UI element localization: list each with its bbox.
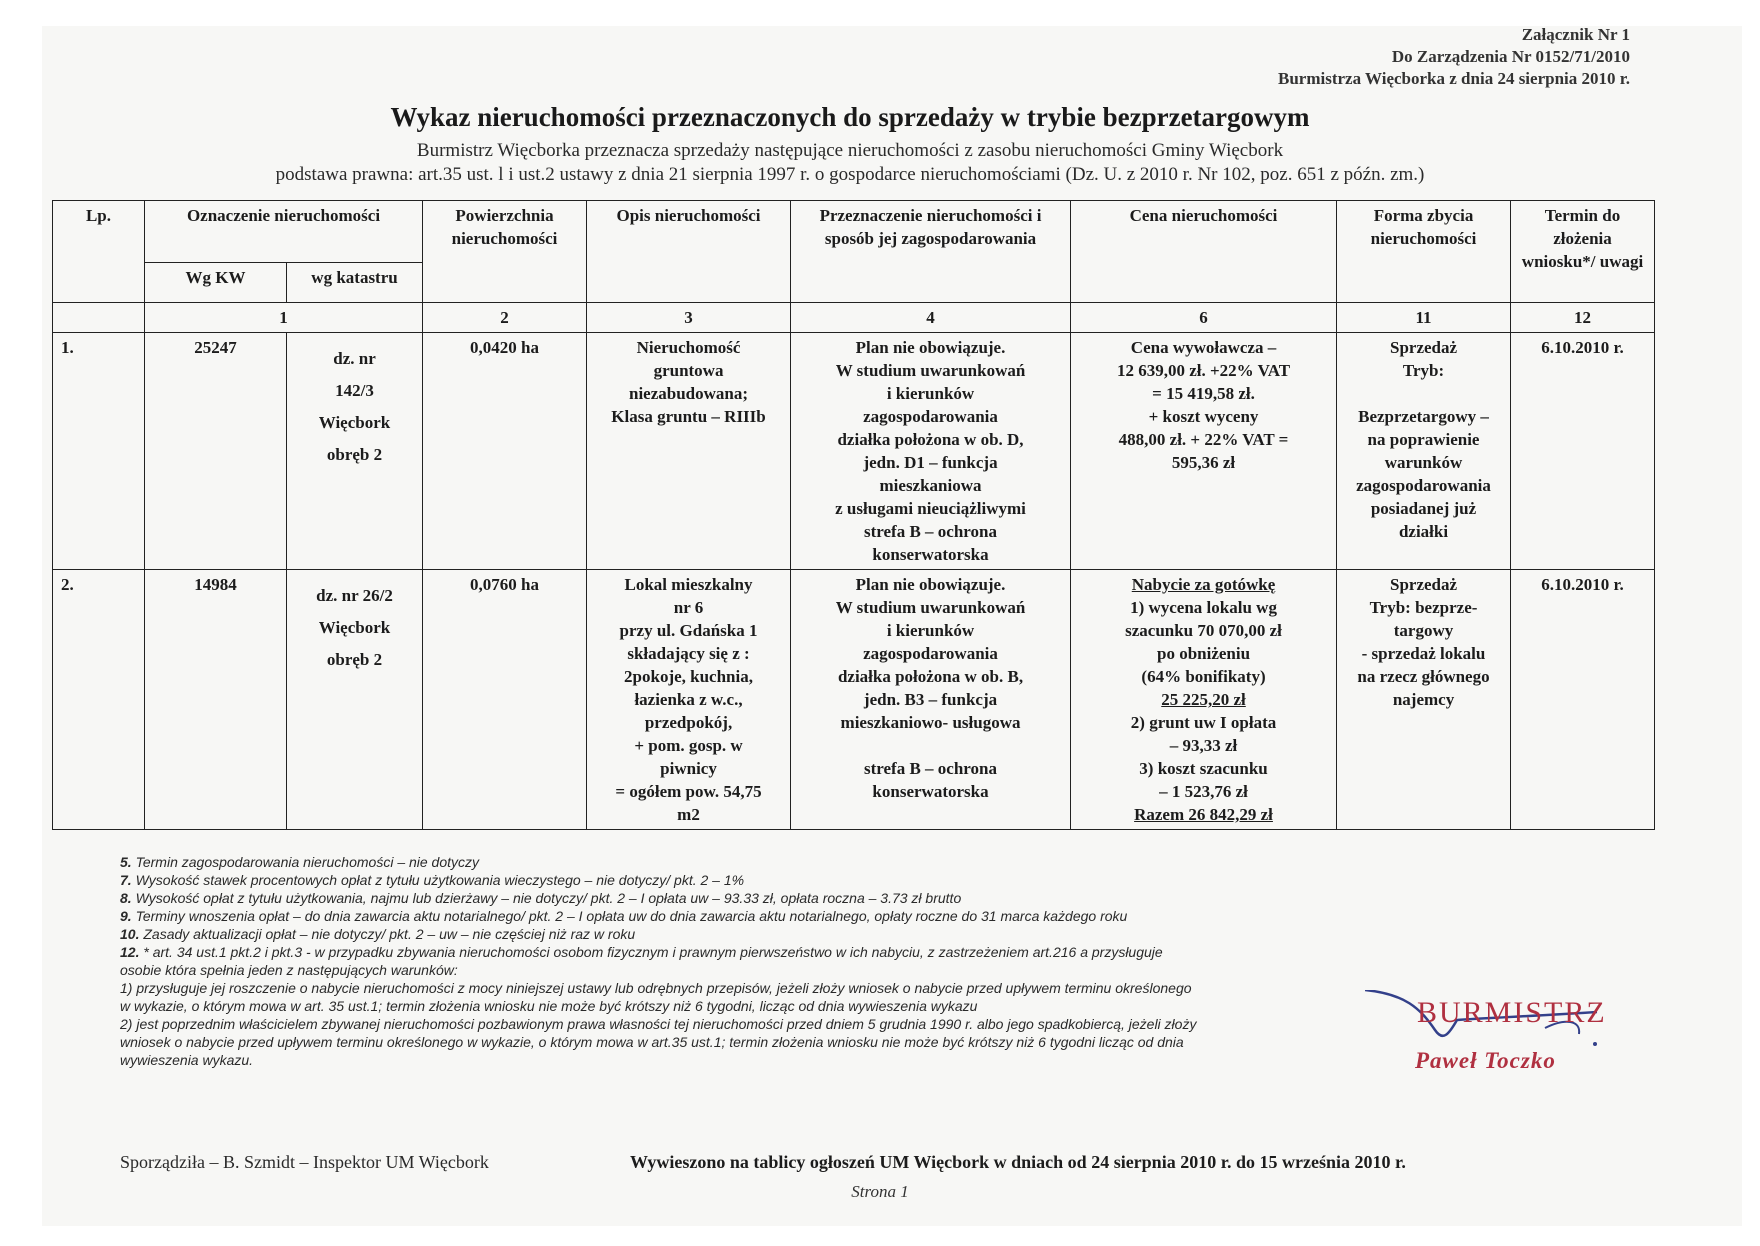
price-line: 1) wycena lokalu wg [1130,598,1277,617]
description-line: niezabudowana; [629,384,749,403]
legal-basis: podstawa prawna: art.35 ust. l i ust.2 ustawy z dnia 21 sierpnia 1997 r. o gospodarce nieruchomościami (Dz. U. z 2010 r. Nr 102, poz. 651 z późn. zm.) [275,164,1425,185]
document-subtitle: Burmistrz Więcborka przeznacza sprzedaży następujące nieruchomości z zasobu nieruchomości Gminy Więcbork [416,140,1284,161]
footnote [120,925,1400,943]
description-line: przedpokój, [644,713,733,732]
footnote-number: 10. [120,926,140,942]
row-kw: 14984 [145,570,287,830]
row-purpose [791,333,1071,570]
mayor-stamp [1365,990,1605,1100]
description-line: = ogółem pow. 54,75 [615,782,762,801]
table-row [53,333,1655,570]
footnote [120,979,1200,1015]
description-line: składający się z : [627,644,750,663]
purpose-line: i kierunków [886,384,975,403]
column-number-row [53,303,1655,333]
purpose-line: z usługami nieuciążliwymi [835,499,1026,518]
purpose-line: jedn. B3 – funkcja [863,690,998,709]
row-area: 0,0420 ha [423,333,587,570]
footnote [120,889,1400,907]
description-line: 2pokoje, kuchnia, [624,667,753,686]
price-line: Nabycie za gotówkę [1131,575,1276,594]
purpose-line: mieszkaniowa [879,476,982,495]
attachment-line-1: Załącznik Nr 1 [1521,25,1630,44]
form-line: na rzecz głównego [1357,667,1490,686]
description-line: m2 [677,805,700,824]
purpose-line: działka położona w ob. D, [837,430,1024,449]
price-line: szacunku 70 070,00 zł [1125,621,1282,640]
form-line: najemcy [1392,690,1455,709]
price-line: – 1 523,76 zł [1159,782,1248,801]
plot-line: Więcbork [318,413,391,432]
footnote-text: Terminy wnoszenia opłat – do dnia zawarcia aktu notarialnego/ pkt. 2 – I opłata uw do dnia zawarcia aktu notarialnego, opłaty roczne do 31 marca każdego roku [135,908,1128,924]
footnote-text: 2) jest poprzednim właścicielem zbywanej nieruchomości pozbawionym prawa własności tej nieruchomości przed dniem 5 grudnia 1990 r. albo jego spadkobiercą, jeżeli złoży wniosek o nabycie przed upływem terminu określonego w wykazie, o którym mowa w art.35 ust.1; termin złożenia wniosku nie może być krótszy niż 6 tygodni licząc od dnia wywieszenia wykazu. [120,1016,1197,1068]
plot-line: obręb 2 [326,650,383,669]
form-line [1341,382,1506,405]
attachment-line-3: Burmistrza Więcborka z dnia 24 sierpnia 2010 r. [1278,69,1630,88]
purpose-line [795,734,1066,757]
row-area: 0,0760 ha [423,570,587,830]
col-num: 12 [1511,303,1655,333]
header-purpose: Przeznaczenie nieruchomości i sposób jej zagospodarowania [791,201,1071,303]
col-num: 1 [145,303,423,333]
form-line: warunków [1384,453,1463,472]
form-line: działki [1398,522,1449,541]
stamp-name: Paweł Toczko [1415,1048,1556,1073]
price-line: po obniżeniu [1156,644,1251,663]
row-form [1337,570,1511,830]
footnote-number: 7. [120,872,132,888]
price-line: – 93,33 zł [1169,736,1238,755]
price-line: 488,00 zł. + 22% VAT = [1118,430,1289,449]
plot-line: Więcbork [318,618,391,637]
description-line: przy ul. Gdańska 1 [619,621,758,640]
footnote-text: 1) przysługuje jej roszczenie o nabycie nieruchomości z mocy niniejszej ustawy lub odrębnych przepisów, jeżeli złoży wniosek o nabycie przed upływem terminu określonego w wykazie, o którym mowa w art. 35 ust.1; termin złożenia wniosku nie może być krótszy niż 6 tygodni, licząc od dnia wywieszenia wykazu [120,980,1192,1014]
form-line: Bezprzetargowy – [1358,407,1489,426]
header-price: Cena nieruchomości [1071,201,1337,303]
header-form: Forma zbycia nieruchomości [1337,201,1511,303]
col-num-empty [53,303,145,333]
row-form [1337,333,1511,570]
price-line: 12 639,00 zł. +22% VAT [1116,361,1291,380]
purpose-line: strefa B – ochrona [864,522,998,541]
price-line: Razem 26 842,29 zł [1134,805,1273,824]
description-line: Lokal mieszkalny [624,575,753,594]
row-plot [287,570,423,830]
footnote-text: Wysokość stawek procentowych opłat z tytułu użytkowania wieczystego – nie dotyczy/ pkt. 2 – 1% [135,872,745,888]
col-num: 3 [587,303,791,333]
purpose-line: jedn. D1 – funkcja [863,453,998,472]
header-row [53,201,1655,263]
purpose-line: W studium uwarunkowań [835,361,1026,380]
purpose-line: konserwatorska [872,782,989,801]
row-description [587,570,791,830]
price-line: + koszt wyceny [1148,407,1259,426]
table-row [53,570,1655,830]
plot-line: dz. nr 26/2 [316,586,393,605]
form-line: Tryb: bezprze- [1369,598,1478,617]
plot-line: obręb 2 [326,445,383,464]
purpose-line: Plan nie obowiązuje. [855,575,1006,594]
header-kw: Wg KW [145,263,287,303]
description-line: Nieruchomość [636,338,741,357]
header-designation: Oznaczenie nieruchomości [145,201,423,263]
row-plot [287,333,423,570]
footnote-number: 9. [120,908,132,924]
header-description: Opis nieruchomości [587,201,791,303]
purpose-line: zagospodarowania [863,644,998,663]
form-line: zagospodarowania [1356,476,1491,495]
plot-line: dz. nr [333,349,376,368]
footnote-text: * art. 34 ust.1 pkt.2 i pkt.3 - w przypadku zbywania nieruchomości osobom fizycznym i prawnym pierwszeństwo w ich nabyciu, z zastrzeżeniem art.216 a przysługuje osobie która spełnia jeden z następujących warunków: [120,944,1163,978]
form-line: targowy [1393,621,1454,640]
row-price [1071,570,1337,830]
description-line: + pom. gosp. w [634,736,743,755]
header-lp: Lp. [53,201,145,303]
price-line: 2) grunt uw I opłata [1130,713,1277,732]
footnote-text: Wysokość opłat z tytułu użytkowania, najmu lub dzierżawy – nie dotyczy/ pkt. 2 – I opłata uw – 93.33 zł, opłata roczna – 3.73 zł brutto [135,890,962,906]
description-line: nr 6 [673,598,704,617]
header-deadline: Termin do złożenia wniosku*/ uwagi [1511,201,1655,303]
description-line: gruntowa [653,361,724,380]
footnote [120,853,1400,871]
header-cadastre: wg katastru [287,263,423,303]
attachment-header [1278,24,1630,90]
form-line: - sprzedaż lokalu [1361,644,1486,663]
footnote-number: 5. [120,854,132,870]
row-price [1071,333,1337,570]
footnote-number: 8. [120,890,132,906]
document-title: Wykaz nieruchomości przeznaczonych do sprzedaży w trybie bezprzetargowym [390,102,1310,132]
stamp-title: BURMISTRZ [1417,996,1607,1029]
price-line: Cena wywoławcza – [1130,338,1277,357]
page-number: Strona 1 [851,1182,909,1201]
form-line: na poprawienie [1367,430,1480,449]
price-line: = 15 419,58 zł. [1152,384,1255,403]
row-deadline: 6.10.2010 r. [1511,333,1655,570]
footnote [120,907,1400,925]
form-line: Tryb: [1402,361,1445,380]
form-line: Sprzedaż [1389,338,1458,357]
property-table [52,200,1655,830]
form-line: Sprzedaż [1389,575,1458,594]
price-line: 25 225,20 zł [1161,690,1246,709]
col-num: 4 [791,303,1071,333]
footnote-text: Termin zagospodarowania nieruchomości – nie dotyczy [135,854,480,870]
plot-line: 142/3 [335,381,374,400]
row-description [587,333,791,570]
price-line: 595,36 zł [1171,453,1236,472]
purpose-line: konserwatorska [872,545,989,564]
purpose-line: działka położona w ob. B, [837,667,1024,686]
row-lp: 2. [53,570,145,830]
description-line: piwnicy [660,759,717,778]
purpose-line: Plan nie obowiązuje. [855,338,1006,357]
footnote [120,871,1400,889]
header-area: Powierzchnia nieruchomości [423,201,587,303]
prepared-by: Sporządziła – B. Szmidt – Inspektor UM Więcbork [120,1152,489,1172]
purpose-line: W studium uwarunkowań [835,598,1026,617]
row-lp: 1. [53,333,145,570]
purpose-line: strefa B – ochrona [864,759,998,778]
footnote-number: 12. [120,944,140,960]
description-line: Klasa gruntu – RIIIb [611,407,766,426]
purpose-line: zagospodarowania [863,407,998,426]
price-line: (64% bonifikaty) [1141,667,1266,686]
col-num: 2 [423,303,587,333]
col-num: 6 [1071,303,1337,333]
footnote-text: Zasady aktualizacji opłat – nie dotyczy/ pkt. 2 – uw – nie częściej niż raz w roku [143,926,636,942]
col-num: 11 [1337,303,1511,333]
footnotes [120,853,1400,1069]
posting-notice: Wywieszono na tablicy ogłoszeń UM Więcbork w dniach od 24 sierpnia 2010 r. do 15 września 2010 r. [630,1152,1406,1172]
attachment-line-2: Do Zarządzenia Nr 0152/71/2010 [1391,47,1630,66]
description-line: łazienka z w.c., [634,690,743,709]
form-line: posiadanej już [1370,499,1477,518]
footnote [120,1015,1250,1069]
purpose-line: i kierunków [886,621,975,640]
row-purpose [791,570,1071,830]
price-line: 3) koszt szacunku [1139,759,1268,778]
footnote [120,943,1200,979]
purpose-line: mieszkaniowo- usługowa [840,713,1021,732]
row-kw: 25247 [145,333,287,570]
row-deadline: 6.10.2010 r. [1511,570,1655,830]
